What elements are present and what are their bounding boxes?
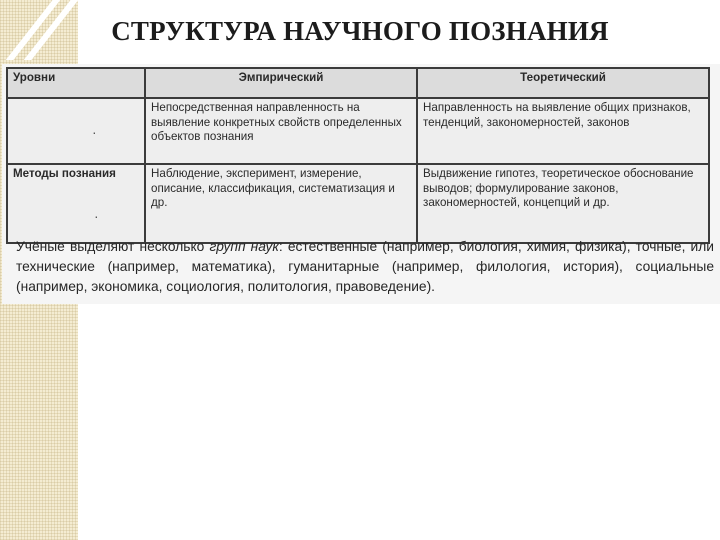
sciences-paragraph (16, 237, 714, 297)
cell-theoretical-methods: Выдвижение гипотез, теоретическое обоснование выводов; формулирование законов, закономерностей, концепций и др. (417, 164, 709, 243)
scan-speck: · (92, 124, 97, 140)
header-empirical: Эмпирический (145, 68, 417, 98)
header-levels: Уровни (7, 68, 145, 98)
table-row (7, 98, 709, 164)
cell-theoretical-focus: Направленность на выявление общих признаков, тенденций, закономерностей, законов (417, 98, 709, 164)
table-row (7, 164, 709, 243)
table-header-row (7, 68, 709, 98)
cell-empirical-focus: Непосредственная направленность на выявление конкретных свойств определенных объектов познания (145, 98, 417, 164)
row-label (7, 98, 145, 164)
scan-speck: · (94, 208, 99, 224)
cell-empirical-methods: Наблюдение, эксперимент, измерение, описание, классификация, систематизация и др. (145, 164, 417, 243)
row-label-methods: Методы познания (7, 164, 145, 243)
paragraph-text-1: Учёные выделяют несколько (16, 239, 210, 254)
page-title: СТРУКТУРА НАУЧНОГО ПОЗНАНИЯ (111, 16, 609, 46)
paragraph-emphasis: групп наук (209, 239, 279, 254)
knowledge-structure-table (6, 67, 710, 244)
header-theoretical: Теоретический (417, 68, 709, 98)
paragraph-text-2: : естественные (например, биология, химия, физика), точные, или технические (например, математика), гуманитарные (например, филология, история), социальные (например, экономика, социология, политология, правоведение). (16, 239, 715, 294)
